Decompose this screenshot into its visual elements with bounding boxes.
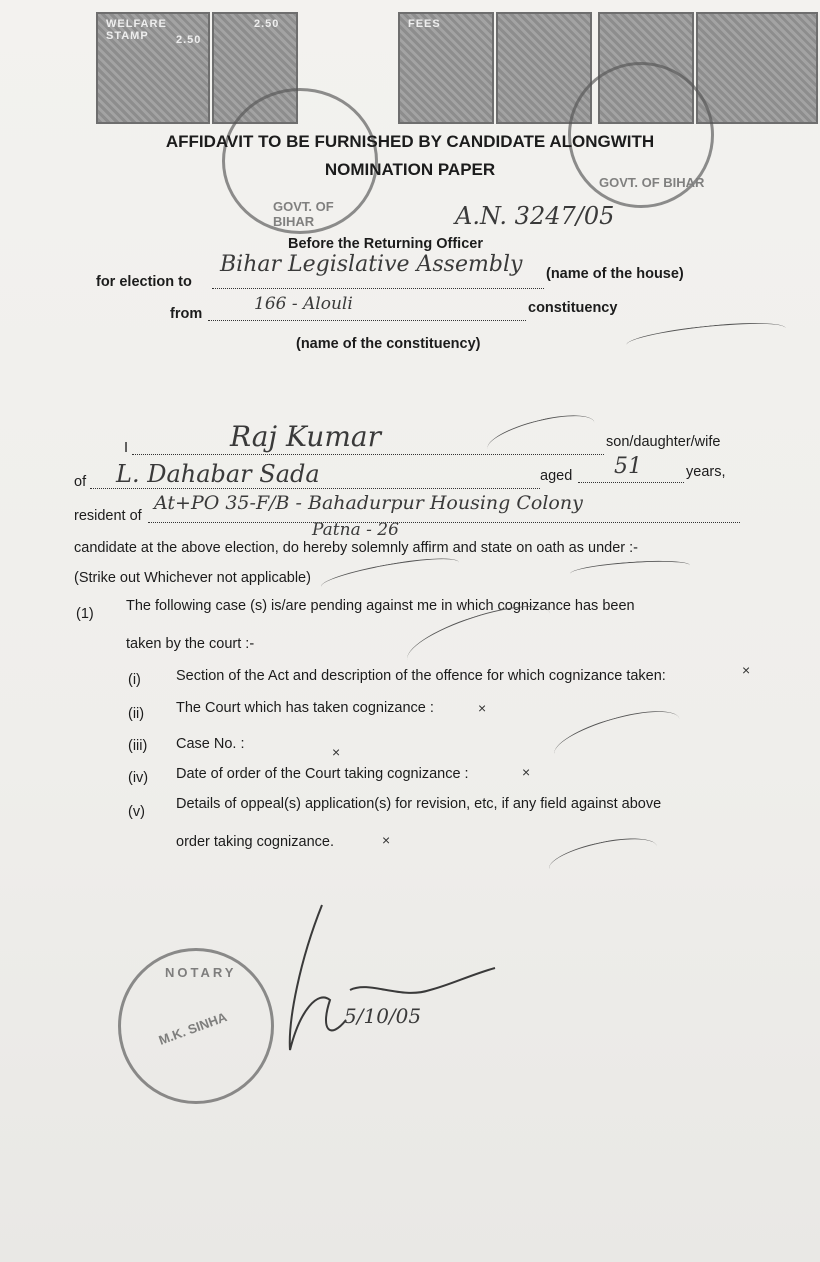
strike-note: (Strike out Whichever not applicable) (74, 570, 311, 586)
fee-stamp-label: FEES (408, 18, 441, 30)
item-number: (v) (128, 804, 145, 820)
oath-statement: candidate at the above election, do hereby solemnly affirm and state on oath as under :- (74, 540, 638, 556)
item-text: Details of oppeal(s) application(s) for revision, etc, if any field against above (176, 796, 662, 812)
notary-seal-name: M.K. SINHA (156, 1009, 229, 1048)
seal-text: GOVT. OF BIHAR (599, 175, 705, 190)
cross-mark: × (522, 764, 531, 780)
cross-mark: × (382, 832, 391, 848)
relation-label: son/daughter/wife (606, 434, 721, 450)
house-hint: (name of the house) (546, 266, 684, 282)
item-number: (iv) (128, 770, 149, 786)
election-label: for election to (96, 274, 192, 290)
cross-mark: × (332, 744, 341, 760)
address-line-2: Patna - 26 (312, 520, 399, 540)
page-title: AFFIDAVIT TO BE FURNISHED BY CANDIDATE ALONGWITH (165, 132, 655, 151)
welfare-stamp-label: WELFARE STAMP (106, 18, 167, 42)
aged-label: aged (540, 468, 573, 484)
seal-text: GOVT. OF BIHAR (273, 199, 334, 229)
i-label: I (124, 440, 129, 456)
father-name: L. Dahabar Sada (116, 460, 320, 488)
clause-text: The following case (s) is/are pending against me in which cognizance has been (126, 598, 635, 614)
age-value: 51 (614, 454, 642, 479)
reference-number: A.N. 3247/05 (455, 202, 615, 230)
cross-mark: × (742, 662, 751, 678)
years-label: years, (686, 464, 726, 480)
item-number: (ii) (128, 706, 145, 722)
of-label: of (74, 474, 87, 490)
item-text: Date of order of the Court taking cognizance : (176, 766, 469, 782)
cross-mark: × (478, 700, 487, 716)
item-text: The Court which has taken cognizance : (176, 700, 434, 716)
signature-date: 5/10/05 (344, 1004, 422, 1028)
item-text: order taking cognizance. (176, 834, 334, 850)
resident-label: resident of (74, 508, 142, 524)
stamp-value: 2.50 (254, 18, 280, 30)
from-label: from (170, 306, 203, 322)
item-text: Section of the Act and description of the offence for which cognizance taken: (176, 668, 666, 684)
notary-seal-text: NOTARY (165, 965, 237, 980)
returning-officer-heading: Before the Returning Officer (288, 236, 483, 252)
item-text: Case No. : (176, 736, 245, 752)
item-number: (iii) (128, 738, 148, 754)
clause-number: (1) (76, 606, 94, 622)
constituency-value: 166 - Alouli (254, 294, 353, 314)
election-value: Bihar Legislative Assembly (220, 252, 523, 277)
constituency-hint: (name of the constituency) (296, 336, 481, 352)
stamp-value: 2.50 (176, 34, 202, 46)
address-line-1: At+PO 35-F/B - Bahadurpur Housing Colony (154, 492, 583, 514)
constituency-label: constituency (528, 300, 618, 316)
clause-text: taken by the court :- (126, 636, 255, 652)
item-number: (i) (128, 672, 141, 688)
page-subtitle: NOMINATION PAPER (324, 160, 496, 179)
candidate-name: Raj Kumar (230, 420, 381, 453)
